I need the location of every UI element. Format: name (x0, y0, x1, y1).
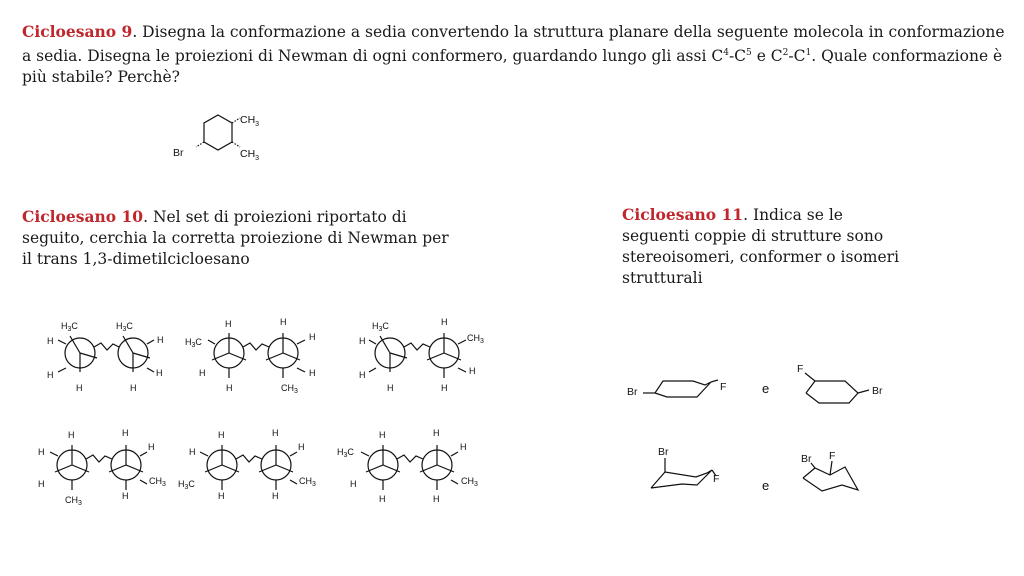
label-h: H (157, 335, 164, 345)
label-h: H (441, 383, 448, 393)
label-h: H (156, 368, 163, 378)
label-h: H (76, 383, 83, 393)
label-h: H (350, 479, 357, 489)
atom-f: F (829, 450, 836, 462)
newman-pair-3 (359, 317, 484, 393)
label-h: H (68, 430, 75, 440)
label-h: H (218, 491, 225, 501)
label-h: H (148, 442, 155, 452)
atom-f: F (720, 381, 727, 393)
ex9-ch3-bottom: $CH_3$ (240, 148, 260, 162)
newman-pair-5 (178, 428, 316, 501)
label-h3c: $H_3C$ (116, 321, 133, 333)
ring-bridge (94, 343, 119, 350)
exercise-11-title: Cicloesano 11 (622, 205, 744, 224)
dash-c-1: -C (728, 47, 747, 66)
sup-1: 1 (805, 48, 812, 58)
label-ch3: $CH_3$ (149, 476, 166, 488)
ex9-molecule (173, 114, 259, 162)
ring-bridge (397, 455, 423, 462)
chair-ring (655, 381, 711, 397)
label-h: H (189, 447, 196, 457)
ring-bridge (404, 343, 430, 350)
label-h3c: $H_3C$ (372, 321, 389, 333)
label-h: H (199, 368, 206, 378)
label-h: H (280, 317, 287, 327)
exercise-9-body-3: . Quale conformazione è più stabile? Perchè? (22, 47, 1003, 87)
newman-pair-4 (38, 428, 166, 507)
newman-pair-6 (337, 428, 478, 504)
label-h: H (122, 428, 129, 438)
label-ch3: $CH_3$ (299, 476, 316, 488)
exercise-9-body-1: . Disegna la conformazione a sedia convertendo la struttura planare della seguente molecola in conformazione a sedia. Disegna le proiezioni di Newman di ogni conformero, guardando lungo gli assi C (22, 23, 1005, 66)
label-h: H (309, 368, 316, 378)
label-ch3: $CH_3$ (281, 383, 298, 395)
label-h: H (379, 430, 386, 440)
atom-f: F (797, 363, 804, 375)
sup-4: 4 (723, 48, 729, 58)
label-h3c: $H_3C$ (178, 479, 195, 491)
label-h: H (433, 428, 440, 438)
label-h: H (272, 491, 279, 501)
dash-c-2: -C (788, 47, 806, 66)
label-h: H (47, 370, 54, 380)
pair-1-chair-right (797, 363, 883, 403)
newman-pair-2 (185, 317, 316, 395)
exercise-9-body-2: e C (751, 47, 783, 66)
label-h: H (433, 494, 440, 504)
label-h: H (38, 447, 45, 457)
exercise-10-title: Cicloesano 10 (22, 207, 144, 226)
label-h: H (387, 383, 394, 393)
label-ch3: $CH_3$ (461, 476, 478, 488)
atom-br: Br (658, 446, 669, 458)
ex9-wedge-bottom (232, 142, 240, 147)
label-h3c: $H_3C$ (337, 447, 354, 459)
atom-br: Br (872, 385, 883, 397)
ring-bridge (236, 455, 262, 462)
label-h: H (469, 366, 476, 376)
label-ch3: $CH_3$ (467, 333, 484, 345)
label-h: H (225, 319, 232, 329)
chair-ring (651, 470, 712, 488)
atom-br: Br (801, 453, 812, 465)
ex10-newman-set (38, 317, 484, 507)
label-h3c: $H_3C$ (185, 337, 202, 349)
label-h: H (218, 430, 225, 440)
exercise-9-title: Cicloesano 9 (22, 22, 133, 41)
label-h: H (130, 383, 137, 393)
label-h: H (309, 332, 316, 342)
label-h: H (226, 383, 233, 393)
ring-bridge (86, 455, 112, 462)
atom-f: F (713, 473, 720, 485)
label-ch3: $CH_3$ (65, 495, 82, 507)
ex9-br: Br (173, 147, 184, 159)
chair-ring (806, 381, 858, 403)
label-h: H (441, 317, 448, 327)
sup-5: 5 (746, 48, 752, 58)
newman-pair-1 (47, 321, 164, 393)
ex11-pairs (627, 363, 883, 493)
exercise-10-body: . Nel set di proiezioni riportato di seguito, cerchia la corretta proiezione di Newman per il trans 1,3-dimetilcicloesano (22, 208, 449, 268)
pair-2-chair-right (801, 450, 858, 491)
pair-2-chair-left (651, 446, 719, 488)
label-h3c: $H_3C$ (61, 321, 78, 333)
atom-br: Br (627, 386, 638, 398)
ex9-wedge-top (232, 118, 240, 123)
ex9-wedge-left (196, 142, 204, 147)
pair-2-e: e (762, 478, 770, 493)
label-h: H (122, 491, 129, 501)
sup-2: 2 (782, 48, 789, 58)
label-h: H (47, 336, 54, 346)
label-h: H (298, 442, 305, 452)
pair-1-e: e (762, 381, 770, 396)
exercise-11-body: . Indica se le seguenti coppie di strutture sono stereoisomeri, conformer o isomeri strutturali (622, 206, 900, 287)
ex9-hexagon (204, 115, 232, 150)
label-h: H (379, 494, 386, 504)
label-h: H (38, 479, 45, 489)
ring-bridge (243, 343, 269, 350)
label-h: H (272, 428, 279, 438)
label-h: H (359, 370, 366, 380)
ex9-ch3-top: $CH_3$ (240, 114, 260, 128)
label-h: H (460, 442, 467, 452)
pair-1-chair-left (627, 380, 726, 398)
label-h: H (359, 336, 366, 346)
